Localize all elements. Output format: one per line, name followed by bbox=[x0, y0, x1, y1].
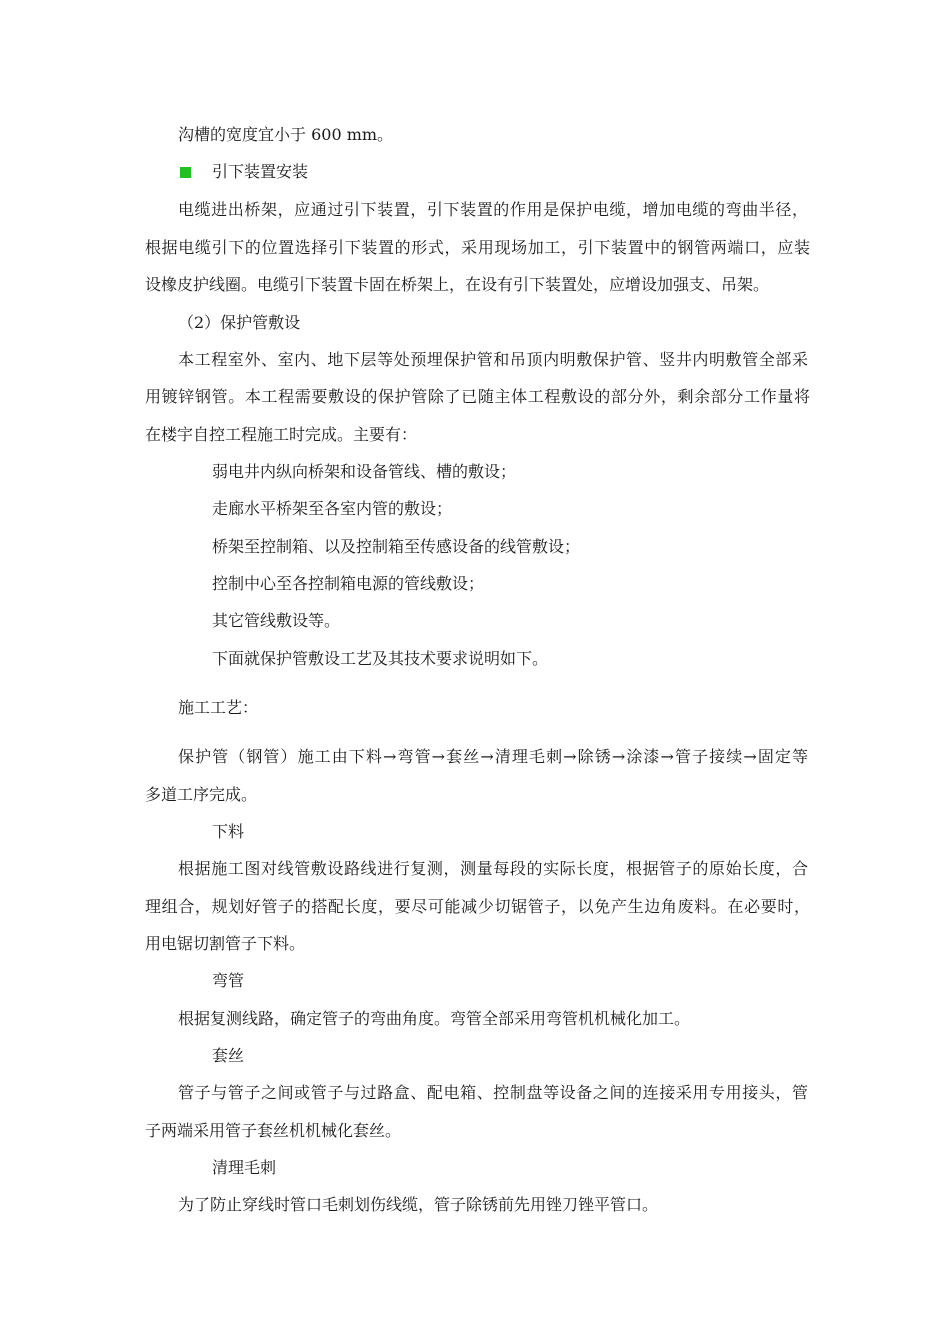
text-line: 沟槽的宽度宜小于 600 mm。 bbox=[178, 125, 394, 144]
subsection-heading: （2）保护管敷设 bbox=[178, 313, 301, 332]
paragraph-line: 根据施工图对线管敷设路线进行复测，测量每段的实际长度，根据管子的原始长度，合 bbox=[178, 859, 808, 878]
paragraph-line: 多道工序完成。 bbox=[145, 785, 258, 804]
paragraph-line: 用电锯切割管子下料。 bbox=[145, 934, 306, 953]
section-heading: 引下装置安装 bbox=[212, 162, 309, 181]
paragraph-line: 下面就保护管敷设工艺及其技术要求说明如下。 bbox=[212, 649, 549, 668]
paragraph-line: 本工程室外、室内、地下层等处预埋保护管和吊顶内明敷保护管、竖井内明敷管全部采 bbox=[178, 350, 808, 369]
step-heading: 套丝 bbox=[212, 1046, 245, 1065]
paragraph-line: 根据复测线路，确定管子的弯曲角度。弯管全部采用弯管机机械化加工。 bbox=[178, 1009, 691, 1028]
step-heading: 下料 bbox=[212, 822, 245, 841]
paragraph-line: 为了防止穿线时管口毛刺划伤线缆，管子除锈前先用锉刀锉平管口。 bbox=[178, 1195, 659, 1214]
list-item: 走廊水平桥架至各室内管的敷设； bbox=[212, 499, 453, 518]
list-item: 控制中心至各控制箱电源的管线敷设； bbox=[212, 574, 485, 593]
section-label: 施工工艺： bbox=[178, 698, 259, 717]
paragraph-line: 管子与管子之间或管子与过路盒、配电箱、控制盘等设备之间的连接采用专用接头，管 bbox=[178, 1083, 808, 1102]
paragraph-line: 设橡皮护线圈。电缆引下装置卡固在桥架上，在设有引下装置处，应增设加强支、吊架。 bbox=[145, 275, 770, 294]
paragraph-line: 子两端采用管子套丝机机械化套丝。 bbox=[145, 1121, 402, 1140]
paragraph-line: 根据电缆引下的位置选择引下装置的形式，采用现场加工，引下装置中的钢管两端口，应装 bbox=[145, 238, 810, 257]
paragraph-line: 在楼宇自控工程施工时完成。主要有： bbox=[145, 425, 418, 444]
paragraph-line: 理组合，规划好管子的搭配长度，要尽可能减少切锯管子，以免产生边角废料。在必要时， bbox=[145, 897, 810, 916]
step-heading: 弯管 bbox=[212, 971, 245, 990]
list-item: 桥架至控制箱、以及控制箱至传感设备的线管敷设； bbox=[212, 537, 581, 556]
paragraph-line: 电缆进出桥架，应通过引下装置，引下装置的作用是保护电缆，增加电缆的弯曲半径， bbox=[178, 200, 808, 219]
paragraph-line: 保护管（钢管）施工由下料→弯管→套丝→清理毛刺→除锈→涂漆→管子接续→固定等 bbox=[178, 747, 808, 766]
green-square-bullet-icon bbox=[180, 167, 191, 178]
paragraph-line: 用镀锌钢管。本工程需要敷设的保护管除了已随主体工程敷设的部分外，剩余部分工作量将 bbox=[145, 387, 810, 406]
list-item: 其它管线敷设等。 bbox=[212, 611, 341, 630]
step-heading: 清理毛刺 bbox=[212, 1158, 277, 1177]
list-item: 弱电井内纵向桥架和设备管线、槽的敷设； bbox=[212, 462, 517, 481]
